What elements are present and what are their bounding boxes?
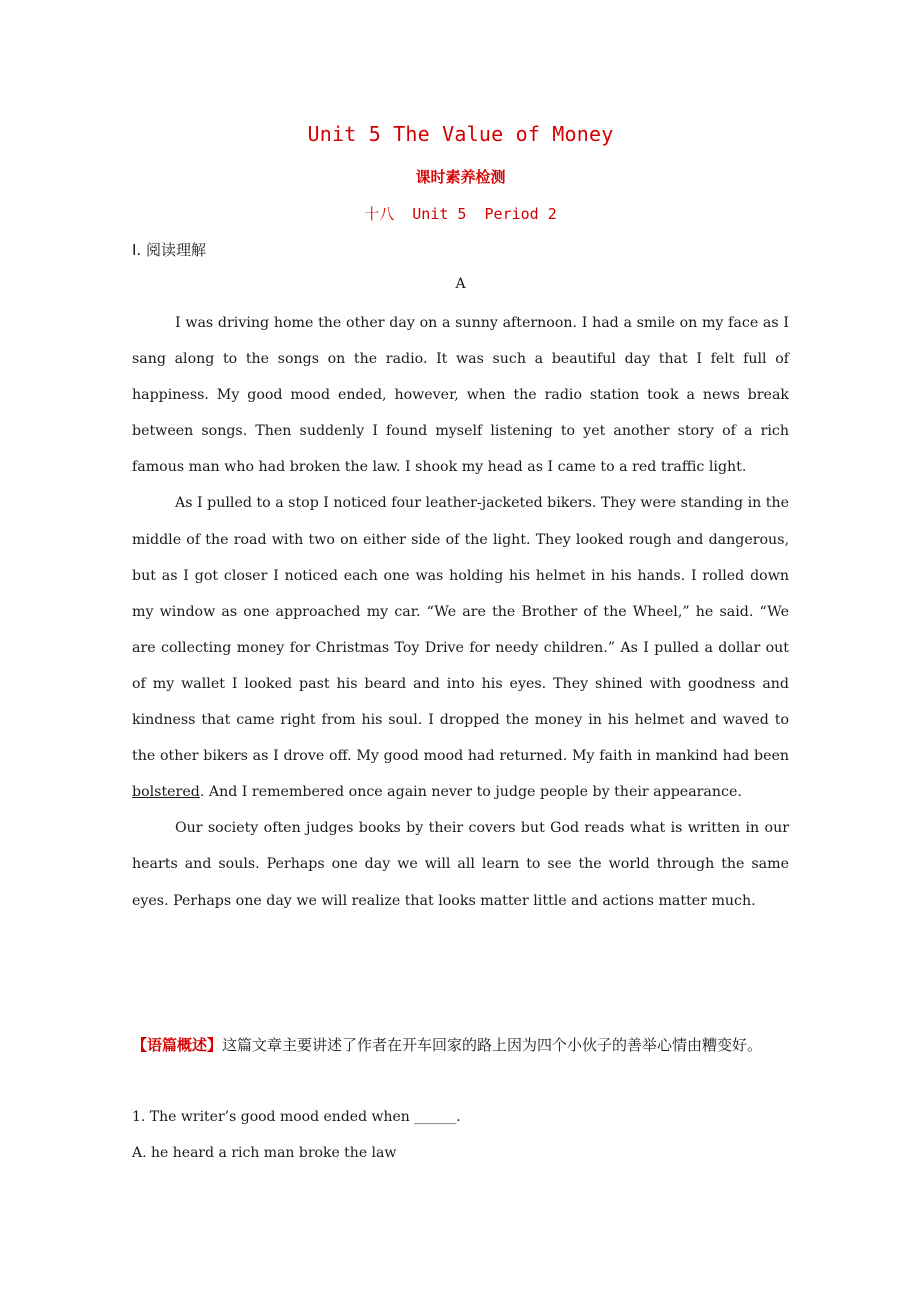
section-heading: Ⅰ. 阅读理解	[132, 241, 206, 259]
passage-label: A	[455, 276, 466, 292]
paragraph-3: Our society often judges books by their covers but God reads what is written in our hearts and souls. Perhaps one day we will all learn to see the world through the same eyes. Perhaps one day we will realize that looks matter little and actions matter much.	[132, 820, 789, 909]
paragraph-2	[132, 485, 789, 810]
period-heading: 十八 Unit 5 Period 2	[364, 205, 557, 223]
summary-text: 这篇文章主要讲述了作者在开车回家的路上因为四个小伙子的善举心情由糟变好。	[222, 1036, 763, 1054]
paragraph-1: I was driving home the other day on a sunny afternoon. I had a smile on my face as I sang along to the songs on the radio. It was such a beautiful day that I felt full of happiness. My good mood ended, however, when the radio station took a news break between songs. Then suddenly I found myself listening to yet another story of a rich famous man who had broken the law. I shook my head as I came to a red traffic light.	[132, 315, 789, 476]
paragraph-2-text-a: As I pulled to a stop I noticed four leather-jacketed bikers. They were standing in the middle of the road with two on either side of the light. They looked rough and dangerous, but as I got closer I noticed each one was holding his helmet in his hands. I rolled down my window as one approached my car. “We are the Brother of the Wheel,” he said. “We are collecting money for Christmas Toy Drive for needy children.” As I pulled a dollar out of my wallet I looked past his beard and into his eyes. They shined with goodness and kindness that came right from his soul. I dropped the money in his helmet and waved to the other bikers as I drove off. My good mood had returned. My faith in mankind had been	[132, 495, 789, 765]
summary-tag: 【语篇概述】	[132, 1036, 223, 1054]
summary	[132, 1027, 789, 1063]
paragraph-2-text-b: . And I remembered once again never to judge people by their appearance.	[199, 784, 742, 801]
underlined-word: bolstered	[132, 784, 200, 801]
page-subtitle: 课时素养检测	[415, 168, 506, 186]
question-1: 1. The writer’s good mood ended when ______.	[132, 1109, 461, 1125]
passage-body	[132, 305, 789, 919]
page-title: Unit 5 The Value of Money	[307, 122, 614, 146]
question-1-option-a: A. he heard a rich man broke the law	[132, 1145, 397, 1161]
